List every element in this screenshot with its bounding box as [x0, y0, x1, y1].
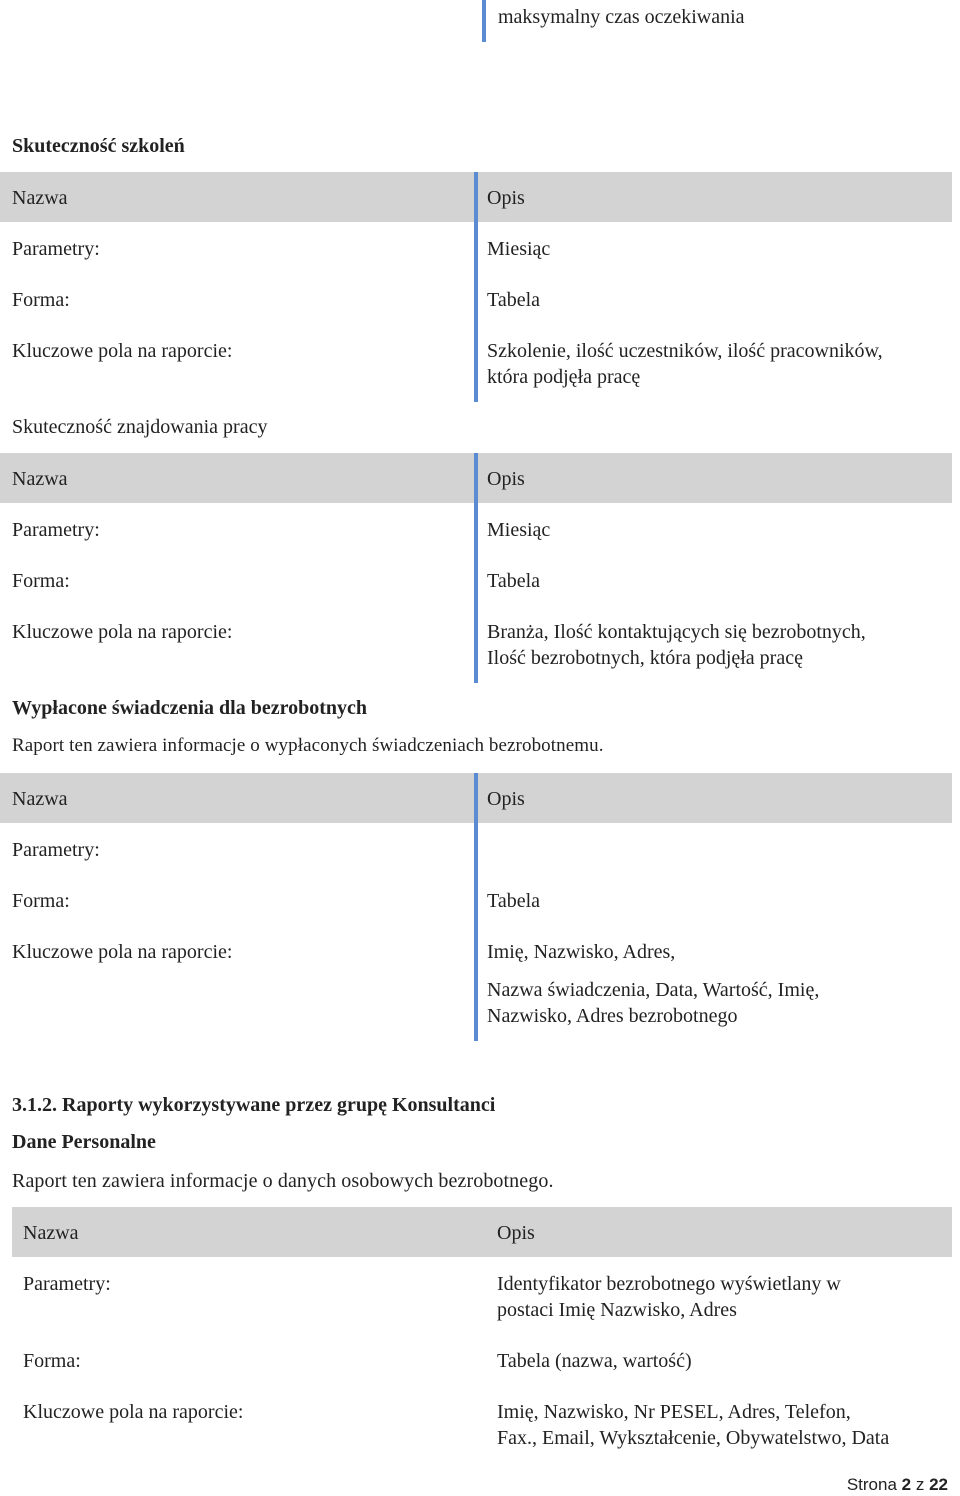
value-parametry-line1: Identyfikator bezrobotnego wyświetlany w — [497, 1273, 841, 1295]
section-intro-wyplacone-swiadczenia: Raport ten zawiera informacje o wypłaconych świadczeniach bezrobotnemu. — [12, 735, 604, 756]
footer-prefix: Strona — [846, 1475, 897, 1494]
label-parametry: Parametry: — [12, 519, 100, 541]
label-opis: Opis — [487, 468, 525, 490]
value-kluczowe-line1: Imię, Nazwisko, Nr PESEL, Adres, Telefon, — [497, 1401, 851, 1423]
label-parametry: Parametry: — [23, 1273, 111, 1295]
label-nazwa: Nazwa — [12, 187, 68, 209]
label-kluczowe: Kluczowe pola na raporcie: — [12, 621, 233, 643]
label-forma: Forma: — [12, 289, 70, 311]
section-title-dane-personalne: Dane Personalne — [12, 1131, 156, 1153]
value-kluczowe-line2: Fax., Email, Wykształcenie, Obywatelstwo, Data — [497, 1427, 890, 1449]
label-nazwa: Nazwa — [12, 468, 68, 490]
section-title-skutecznosc-znajdowania-pracy: Skuteczność znajdowania pracy — [12, 416, 268, 438]
label-parametry: Parametry: — [12, 238, 100, 260]
value-kluczowe-line1: Imię, Nazwisko, Adres, — [487, 941, 676, 963]
value-kluczowe-line3: Nazwisko, Adres bezrobotnego — [487, 1005, 738, 1027]
value-kluczowe-line2: Nazwa świadczenia, Data, Wartość, Imię, — [487, 979, 820, 1001]
section-title-wyplacone-swiadczenia: Wypłacone świadczenia dla bezrobotnych — [12, 697, 368, 719]
value-forma: Tabela (nazwa, wartość) — [497, 1350, 692, 1372]
label-opis: Opis — [487, 187, 525, 209]
label-parametry: Parametry: — [12, 839, 100, 861]
value-forma: Tabela — [487, 289, 541, 311]
label-forma: Forma: — [23, 1350, 81, 1372]
label-nazwa: Nazwa — [12, 788, 68, 810]
value-kluczowe-line2: Ilość bezrobotnych, która podjęła pracę — [487, 647, 803, 669]
label-opis: Opis — [487, 788, 525, 810]
table-dane-personalne — [12, 1207, 952, 1454]
footer-total-pages: 22 — [929, 1475, 948, 1494]
footer-page-number: 2 — [901, 1475, 912, 1494]
label-forma: Forma: — [12, 890, 70, 912]
column-divider — [474, 773, 478, 1041]
label-kluczowe: Kluczowe pola na raporcie: — [12, 340, 233, 362]
value-kluczowe-line1: Szkolenie, ilość uczestników, ilość pracowników, — [487, 340, 883, 362]
chapter-heading: 3.1.2. Raporty wykorzystywane przez grupę Konsultanci — [12, 1094, 496, 1116]
value-forma: Tabela — [487, 890, 541, 912]
column-divider — [474, 453, 478, 683]
top-cell-text: maksymalny czas oczekiwania — [498, 6, 745, 28]
table-skutecznosc-znajdowania-pracy — [0, 453, 952, 683]
label-kluczowe: Kluczowe pola na raporcie: — [12, 941, 233, 963]
value-parametry: Miesiąc — [487, 238, 551, 260]
footer-separator: z — [915, 1475, 925, 1494]
table-wyplacone-swiadczenia — [0, 773, 952, 1041]
label-opis: Opis — [497, 1222, 535, 1244]
label-nazwa: Nazwa — [23, 1222, 79, 1244]
column-divider — [474, 172, 478, 402]
page-footer — [847, 1475, 948, 1495]
section-title-skutecznosc-szkolen: Skuteczność szkoleń — [12, 135, 185, 157]
value-kluczowe-line1: Branża, Ilość kontaktujących się bezrobotnych, — [487, 621, 866, 643]
table-header — [12, 1207, 952, 1257]
section-intro-dane-personalne: Raport ten zawiera informacje o danych osobowych bezrobotnego. — [12, 1170, 554, 1192]
value-kluczowe-line2: która podjęła pracę — [487, 366, 641, 388]
label-forma: Forma: — [12, 570, 70, 592]
value-forma: Tabela — [487, 570, 541, 592]
table-skutecznosc-szkolen — [0, 172, 952, 402]
value-parametry: Miesiąc — [487, 519, 551, 541]
value-parametry-line2: postaci Imię Nazwisko, Adres — [497, 1299, 737, 1321]
label-kluczowe: Kluczowe pola na raporcie: — [23, 1401, 244, 1423]
top-table-cell — [482, 0, 952, 42]
